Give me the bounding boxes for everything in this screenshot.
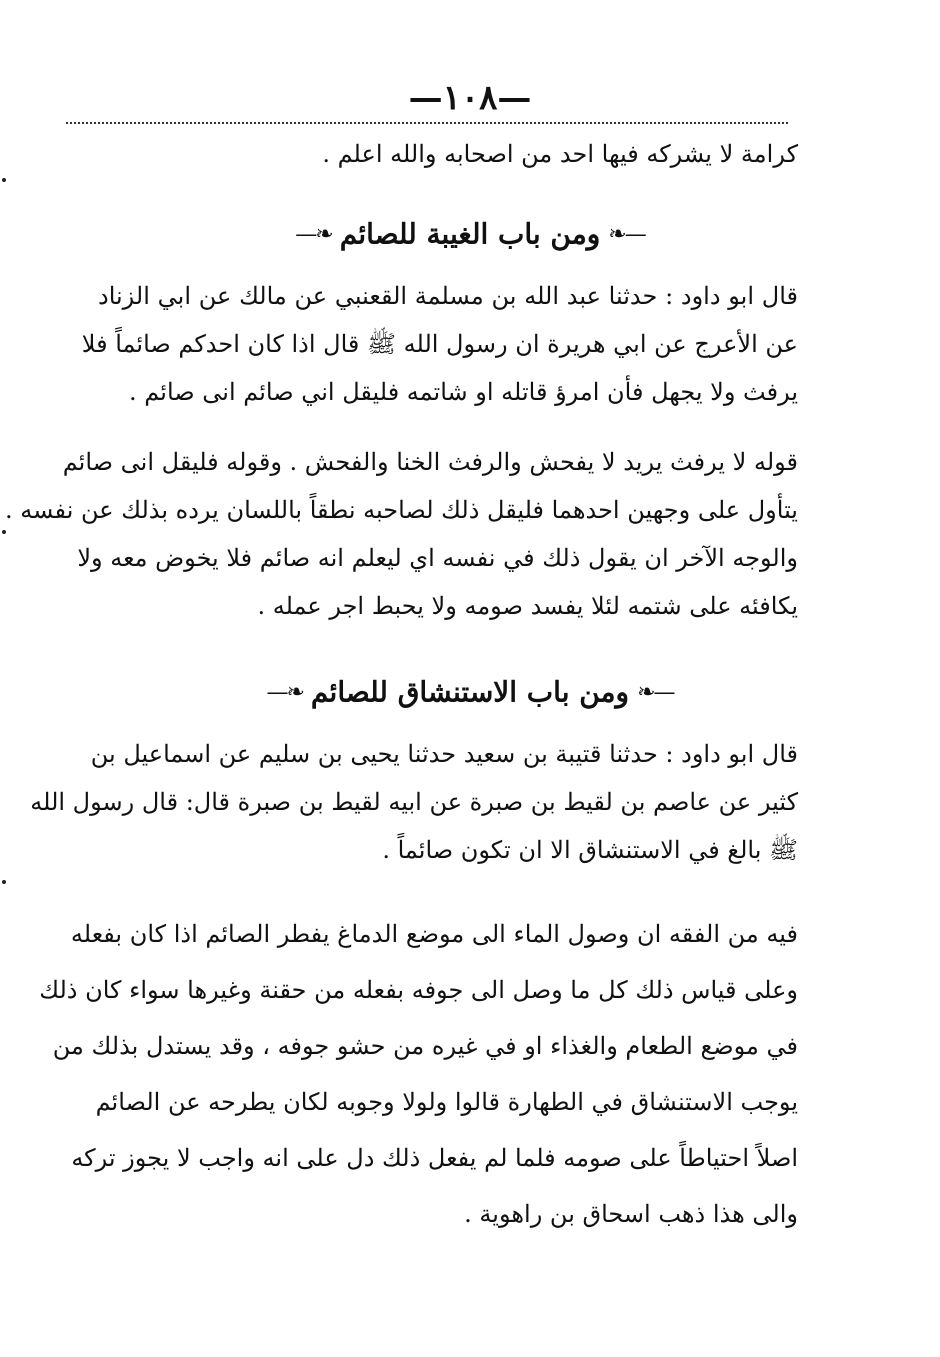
header-dotted-rule [66, 122, 788, 124]
text-line: وعلى قياس ذلك كل ما وصل الى جوفه بفعله من حقنة وغيرها سواء كان ذلك [39, 976, 798, 1004]
section-heading-ghiba [0, 208, 940, 258]
ornament-icon: ❧— [295, 221, 332, 247]
text-line: قال ابو داود : حدثنا قتيبة بن سعيد حدثنا يحيى بن سليم عن اسماعيل بن [90, 740, 798, 768]
ornament-icon: —❧ [637, 679, 674, 705]
scan-speck [2, 178, 6, 182]
text-line: كثير عن عاصم بن لقيط بن صبرة عن ابيه لقيط بن صبرة قال: قال رسول الله [30, 788, 798, 816]
text-line: ﷺ بالغ في الاستنشاق الا ان تكون صائماً . [382, 836, 798, 864]
ornament-icon: ❧— [266, 679, 303, 705]
text-line: قوله لا يرفث يريد لا يفحش والرفث الخنا والفحش . وقوله فليقل انى صائم [62, 448, 798, 476]
continuation-paragraph [98, 130, 798, 178]
text-line: والى هذا ذهب اسحاق بن راهوية . [464, 1200, 798, 1228]
text-line: قال ابو داود : حدثنا عبد الله بن مسلمة القعنبي عن مالك عن ابي الزناد [98, 282, 798, 310]
text-line: في موضع الطعام والغذاء او في غيره من حشو جوفه ، وقد يستدل بذلك من [52, 1032, 798, 1060]
scan-speck [2, 530, 6, 534]
hadith-paragraph [30, 730, 798, 874]
text-line: عن الأعرج عن ابي هريرة ان رسول الله ﷺ قال اذا كان احدكم صائماً فلا [81, 330, 798, 358]
text-line: يتأول على وجهين احدهما فليقل ذلك لصاحبه نطقاً باللسان يرده بذلك عن نفسه . [5, 496, 798, 524]
text-line: يكافئه على شتمه لئلا يفسد صومه ولا يحبط اجر عمله . [257, 592, 798, 620]
section-title: ومن باب الاستنشاق للصائم [310, 675, 630, 709]
hadith-paragraph [81, 272, 798, 416]
section-heading-istinshaq [0, 666, 940, 716]
text-line: فيه من الفقه ان وصول الماء الى موضع الدماغ يفطر الصائم اذا كان بفعله [70, 920, 798, 948]
ornament-icon: —❧ [608, 221, 645, 247]
scan-speck [2, 880, 6, 884]
page-number: —١٠٨— [408, 78, 532, 118]
text-line: اصلاً احتياطاً على صومه فلما لم يفعل ذلك دل على انه واجب لا يجوز تركه [71, 1144, 798, 1172]
text-line: يرفث ولا يجهل فأن امرؤ قاتله او شاتمه فليقل اني صائم انى صائم . [129, 378, 798, 406]
text-line: والوجه الآخر ان يقول ذلك في نفسه اي ليعلم انه صائم فلا يخوض معه ولا [77, 544, 798, 572]
section-title: ومن باب الغيبة للصائم [339, 217, 601, 251]
text-line: كرامة لا يشركه فيها احد من اصحابه والله اعلم . [322, 140, 798, 168]
commentary-paragraph [5, 438, 798, 630]
text-line: يوجب الاستنشاق في الطهارة قالوا ولولا وجوبه لكان يطرحه عن الصائم [95, 1088, 798, 1116]
commentary-paragraph [39, 906, 798, 1242]
